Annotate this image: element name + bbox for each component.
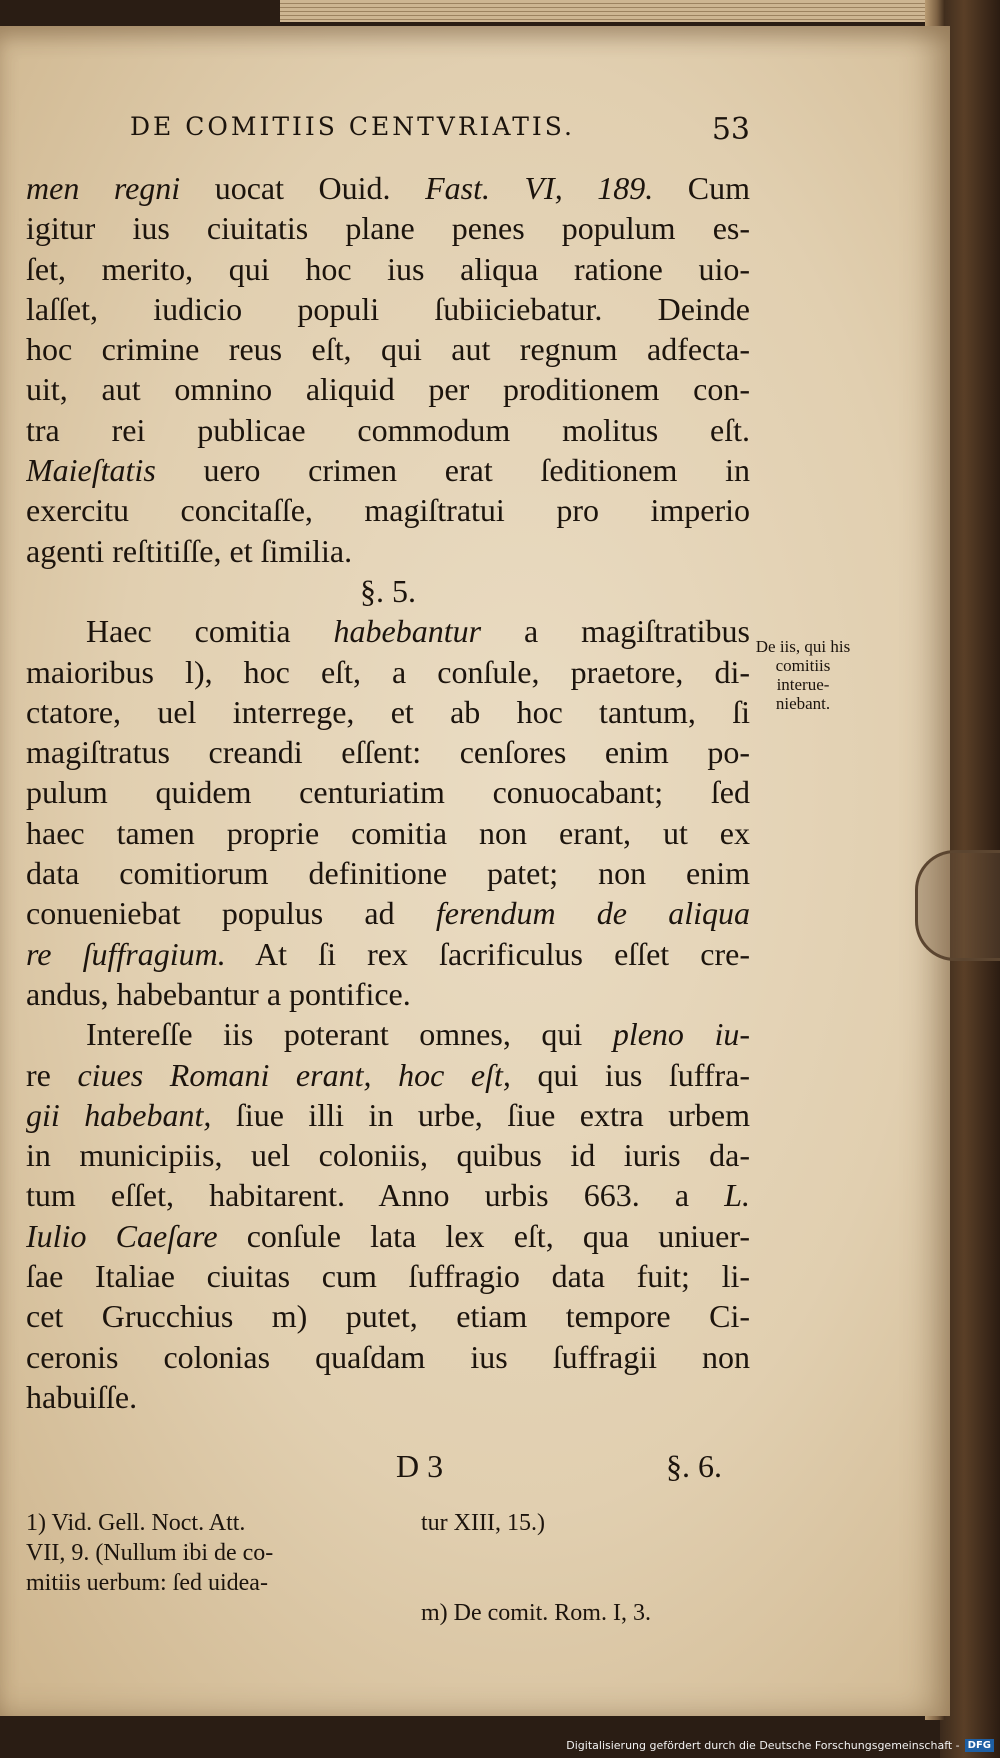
italic-phrase: pleno iu-	[612, 1016, 750, 1053]
footnote-line: mitiis uerbum: ſed uidea-	[26, 1570, 268, 1596]
text-line: igitur ius ciuitatis plane penes populum es-	[26, 210, 750, 247]
italic-phrase: Iulio Caeſare	[26, 1217, 218, 1254]
text-run: conſule lata lex eſt, qua uniuer-	[217, 1217, 750, 1254]
text-line: data comitiorum definitione patet; non enim	[26, 855, 750, 892]
paragraph-1	[26, 168, 750, 571]
footnote-line: VII, 9. (Nullum ibi de co-	[26, 1540, 274, 1566]
paragraph-2	[26, 611, 750, 1014]
text-line	[26, 1216, 750, 1256]
text-run: re	[26, 1056, 51, 1093]
signature-mark: D 3	[396, 1448, 444, 1484]
dfg-logo: DFG	[965, 1739, 994, 1752]
margin-note: De iis, qui his comitiis interue- niebant.	[755, 637, 851, 713]
italic-phrase: re ſuffragium.	[26, 935, 226, 972]
page-stack-top	[280, 0, 930, 22]
text-line: in municipiis, uel coloniis, quibus id iuris da-	[26, 1137, 750, 1174]
text-line	[26, 168, 750, 208]
text-line	[26, 450, 750, 490]
page-number: 53	[711, 112, 750, 147]
text-line: magiſtratus creandi eſſent: cenſores enim po-	[26, 734, 750, 771]
catchword: §. 6.	[666, 1448, 722, 1484]
text-line: tra rei publicae commodum molitus eſt.	[26, 411, 750, 448]
text-line	[26, 1055, 750, 1095]
text-run: qui ius ſuffra-	[537, 1056, 750, 1093]
text-line: hoc crimine reus eſt, qui aut regnum adfecta-	[26, 331, 750, 368]
text-line: cet Grucchius m) putet, etiam tempore Ci-	[26, 1298, 750, 1335]
text-run: tum eſſet, habitarent. Anno urbis 663. a	[26, 1177, 725, 1214]
text-line: ſet, merito, qui hoc ius aliqua ratione uio-	[26, 250, 750, 287]
text-line: pulum quidem centuriatim conuocabant; ſed	[26, 774, 750, 811]
running-header	[130, 112, 750, 147]
bookmark-clip	[915, 850, 1000, 961]
text-line	[26, 934, 750, 974]
text-run: At ſi rex ſacrificulus eſſet cre-	[225, 935, 750, 972]
text-line: habuiſſe.	[26, 1378, 138, 1415]
text-line: exercitu concitaſſe, magiſtratui pro imperio	[26, 492, 750, 529]
italic-phrase: Fast. VI, 189.	[425, 170, 654, 206]
footnote-column-2	[421, 1508, 751, 1626]
text-line: ctatore, uel interrege, et ab hoc tantum, ſi	[26, 693, 750, 730]
text-run: uocat Ouid.	[180, 170, 426, 206]
text-line: maioribus l), hoc eſt, a conſule, praetore, di-	[26, 653, 750, 690]
credit-text: Digitalisierung gefördert durch die Deutsche Forschungsgemeinschaft -	[566, 1739, 960, 1752]
text-run: a magiſtratibus	[481, 613, 750, 650]
main-text	[26, 168, 750, 1417]
text-line	[26, 893, 750, 933]
text-run: Intereſſe iis poterant omnes, qui	[86, 1016, 613, 1053]
footnote-m: m) De comit. Rom. I, 3.	[421, 1600, 651, 1626]
text-line: uit, aut omnino aliquid per proditionem con-	[26, 371, 750, 408]
text-line: ceronis colonias quaſdam ius ſuffragii non	[26, 1338, 750, 1375]
text-line	[26, 1175, 750, 1215]
italic-phrase: men regni	[26, 170, 181, 206]
footnote-l	[26, 1508, 386, 1598]
text-run: Cum	[653, 170, 750, 206]
paragraph-3	[26, 1014, 750, 1417]
footnote-l-continued: tur XIII, 15.)	[421, 1510, 545, 1536]
text-run: ſiue illi in urbe, ſiue extra urbem	[211, 1096, 750, 1133]
digitization-credit	[566, 1739, 994, 1752]
italic-phrase: gii habebant,	[26, 1096, 212, 1133]
italic-phrase: L.	[724, 1177, 750, 1214]
text-line	[26, 611, 750, 651]
text-line: agenti reſtitiſſe, et ſimilia.	[26, 532, 353, 569]
text-line: ſae Italiae ciuitas cum ſuffragio data fuit; li-	[26, 1258, 750, 1295]
text-line	[26, 1095, 750, 1135]
section-mark: §. 5.	[360, 572, 416, 609]
italic-phrase: ciues Romani erant, hoc eſt,	[50, 1056, 538, 1093]
text-run: uero crimen erat ſeditionem in	[155, 452, 750, 489]
italic-phrase: Maieſtatis	[26, 452, 156, 489]
running-title: DE COMITIIS CENTVRIATIS.	[130, 112, 575, 141]
text-line	[26, 1014, 750, 1054]
text-line: andus, habebantur a pontifice.	[26, 975, 411, 1012]
text-run: conueniebat populus ad	[26, 895, 436, 932]
italic-phrase: habebantur	[333, 613, 482, 650]
text-line: haec tamen proprie comitia non erant, ut ex	[26, 814, 750, 851]
footnote-line: 1) Vid. Gell. Noct. Att.	[26, 1510, 246, 1536]
text-run: Haec comitia	[86, 613, 334, 650]
italic-phrase: ferendum de aliqua	[435, 895, 750, 932]
text-line: laſſet, iudicio populi ſubiiciebatur. Deinde	[26, 290, 750, 327]
